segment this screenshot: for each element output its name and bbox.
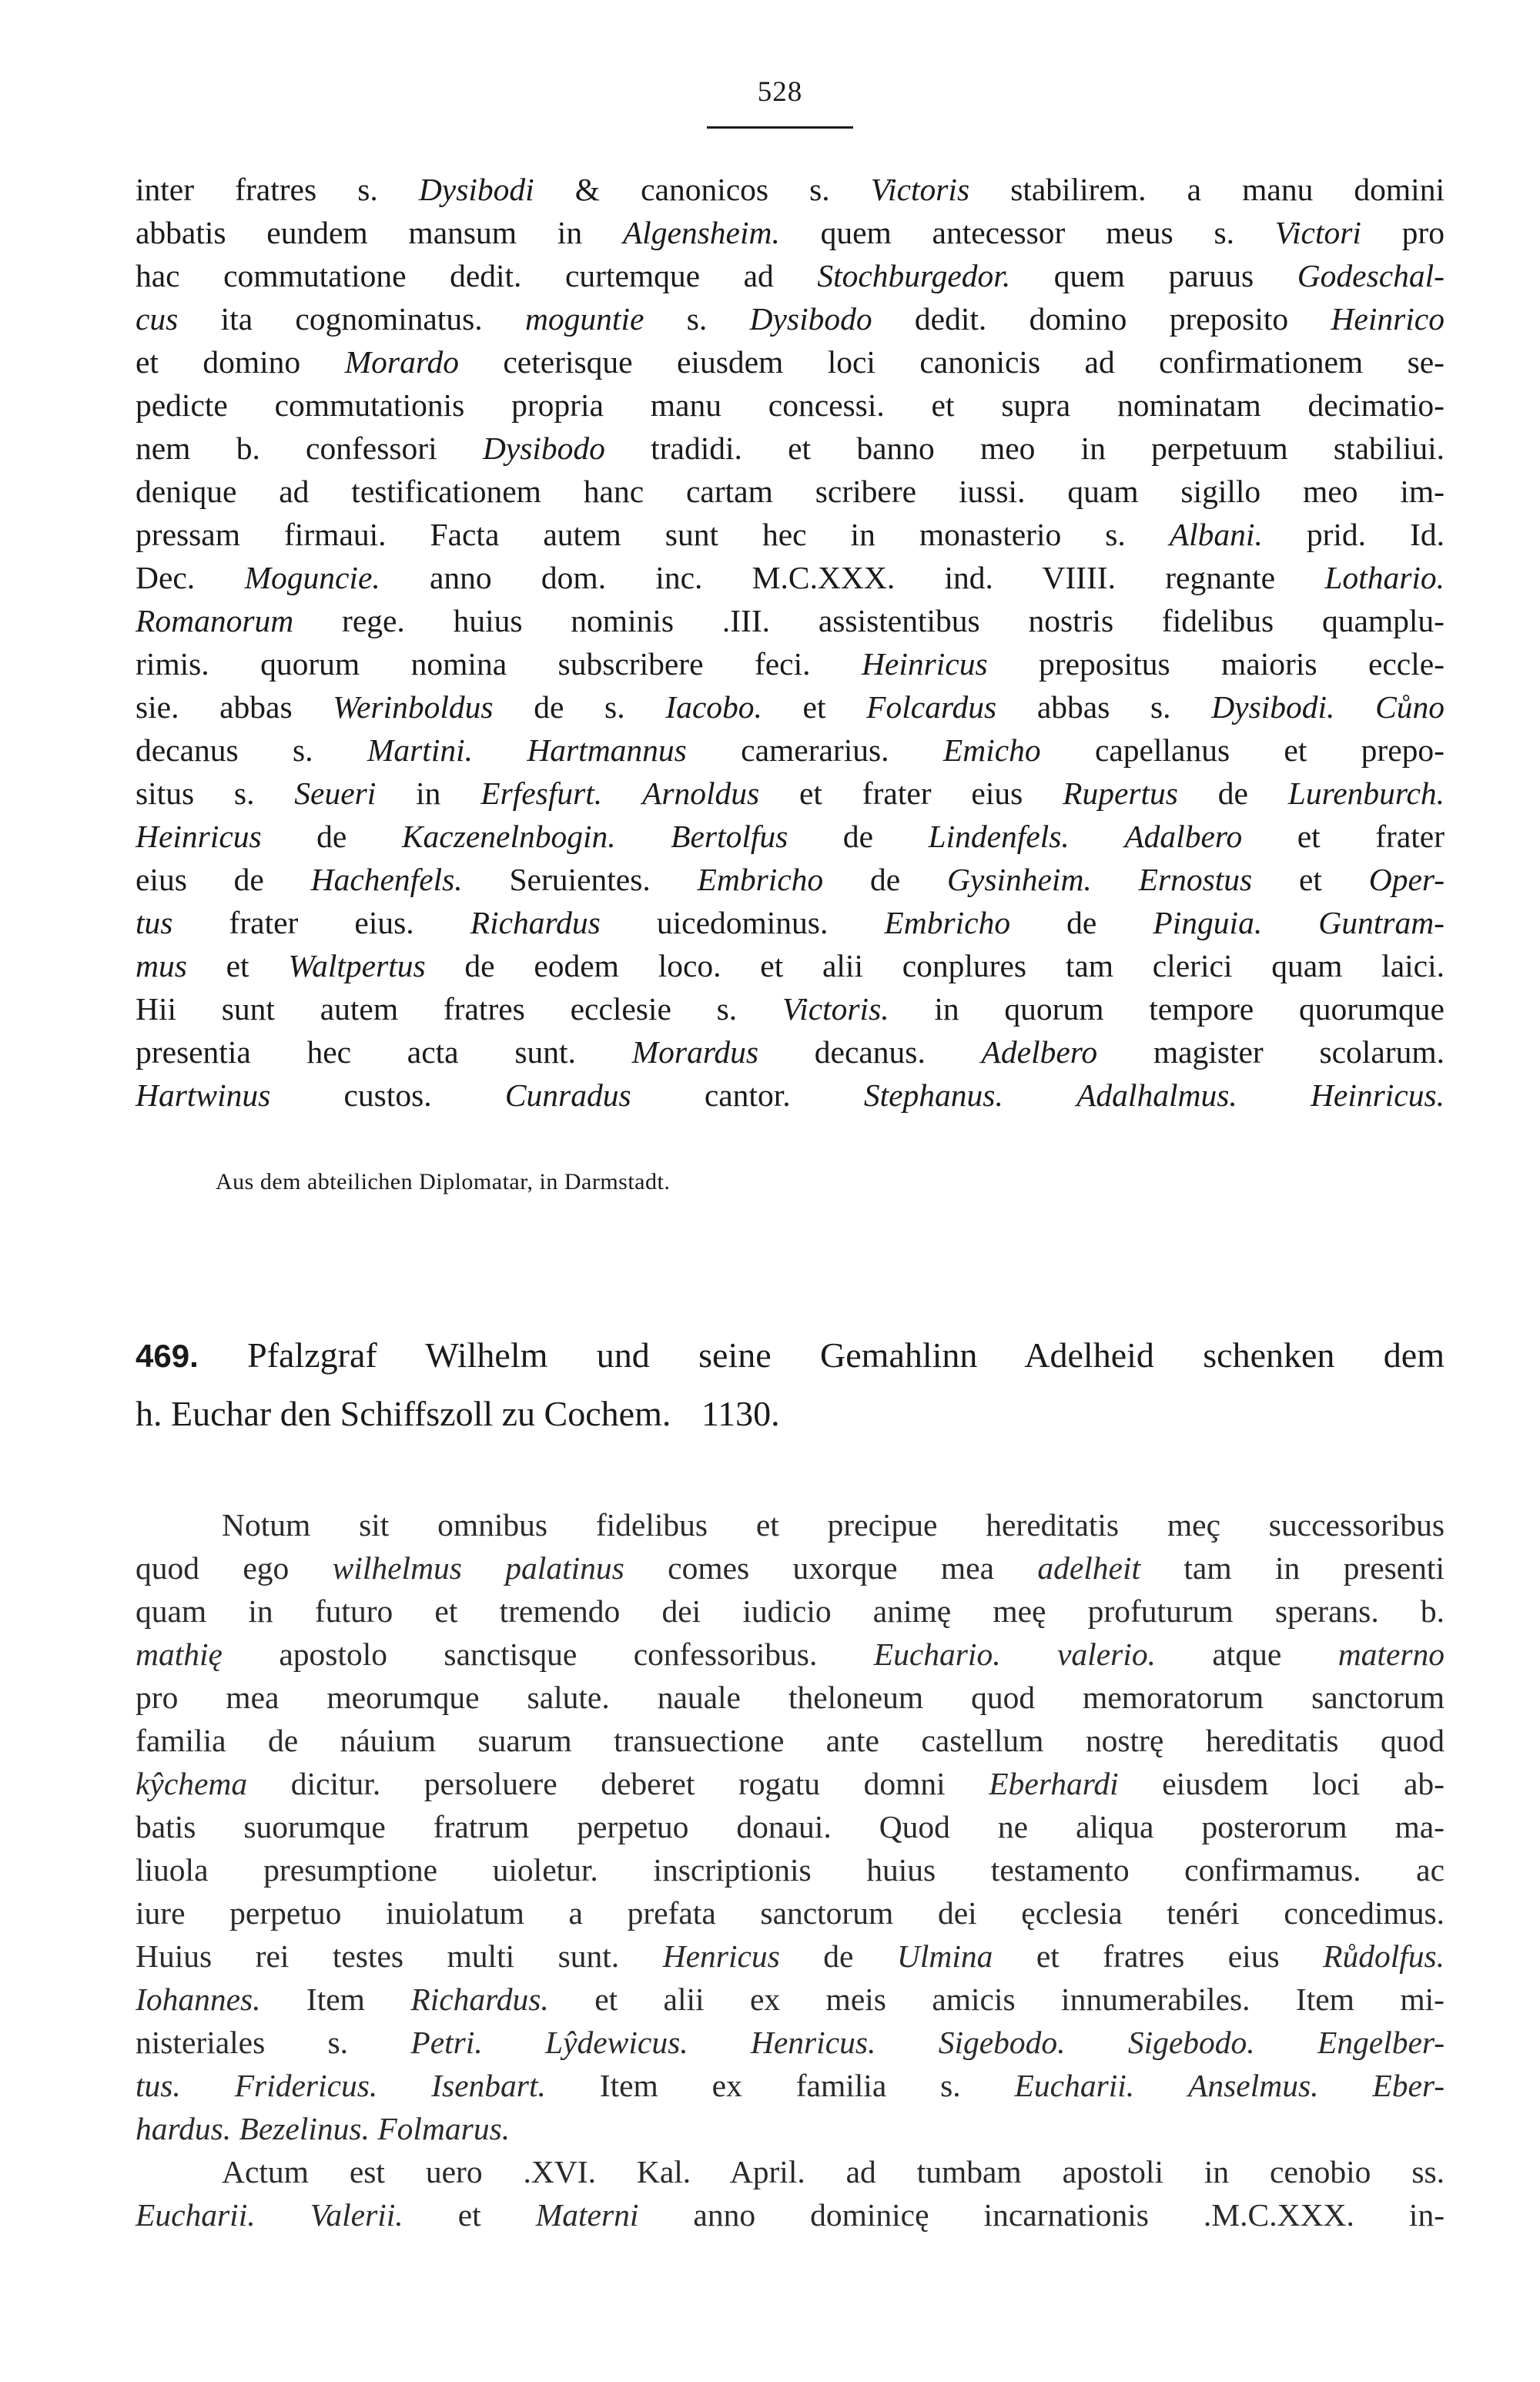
heading-line-2 [136, 1385, 1445, 1443]
italic-name: Adalbero [1124, 819, 1243, 854]
text-line [136, 944, 1445, 987]
text-line [136, 1935, 1445, 1978]
italic-name: adelheit [1037, 1550, 1141, 1586]
text-run: familia de náuium suarum transuectione ante castellum nostrę hereditatis quod [136, 1723, 1445, 1758]
italic-name: Morardo [344, 344, 459, 380]
text-run: denique ad testificationem hanc cartam scribere iussi. quam sigillo meo im- [136, 474, 1445, 509]
text-run: et [1252, 862, 1369, 897]
text-run: de [1010, 905, 1153, 940]
italic-name: tus [136, 905, 173, 940]
text-run: quod ego [136, 1550, 333, 1586]
text-run: sie. abbas [136, 689, 333, 725]
text-run: Seruientes. [462, 862, 698, 897]
text-run: abbatis eundem mansum in [136, 215, 623, 250]
italic-name: Dysibodo [749, 301, 872, 337]
text-run: et frater [1242, 819, 1445, 854]
text-run [1237, 1077, 1311, 1113]
italic-name: Martini. [367, 732, 473, 768]
italic-name: Eucharii. [136, 2197, 256, 2233]
text-run: capellanus et prepo- [1040, 732, 1445, 768]
text-run [1092, 862, 1139, 897]
text-run: dicitur. persoluere deberet rogatu domni [247, 1766, 989, 1801]
italic-name: Godeschal- [1297, 258, 1445, 293]
text-run [231, 2111, 239, 2146]
italic-name: Victoris. [782, 991, 889, 1027]
italic-name: Valerii. [310, 2197, 403, 2233]
text-run: s. [644, 301, 750, 337]
italic-name: Bertolfus [671, 819, 788, 854]
italic-name: Bezelinus. [239, 2111, 370, 2146]
text-run: Actum est uero .XVI. Kal. April. ad tumbam apostoli in cenobio ss. [222, 2154, 1445, 2189]
text-run: apostolo sanctisque confessoribus. [222, 1637, 874, 1672]
italic-name: moguntie [524, 301, 644, 337]
italic-name: Adalhalmus. [1076, 1077, 1237, 1113]
text-run: pro mea meorumque salute. nauale theloneum quod memoratorum sanctorum [136, 1680, 1445, 1715]
italic-name: Hachenfels. [310, 862, 463, 897]
italic-name: Cůno [1375, 689, 1445, 725]
text-run [875, 2025, 938, 2060]
text-line [136, 1633, 1445, 1676]
text-line [136, 2107, 1445, 2150]
text-run [1001, 1637, 1057, 1672]
text-line [136, 815, 1445, 858]
text-run [1003, 1077, 1076, 1113]
italic-name: Rupertus [1063, 776, 1178, 811]
text-run: quem antecessor meus s. [779, 215, 1275, 250]
italic-name: Kaczenelnbogin. [401, 819, 616, 854]
text-line [136, 599, 1445, 642]
italic-name: Anselmus. [1188, 2068, 1319, 2103]
text-line [136, 1719, 1445, 1762]
text-run: et alii ex meis amicis innumerabiles. Item mi- [548, 1982, 1445, 2017]
text-line [136, 729, 1445, 772]
text-run: presentia hec acta sunt. [136, 1034, 632, 1070]
text-line [136, 1805, 1445, 1848]
italic-name: Engelber- [1317, 2025, 1445, 2060]
text-run: decanus s. [136, 732, 367, 768]
text-run: tradidi. et banno meo in perpetuum stabiliui. [604, 431, 1445, 466]
italic-name: Henricus. [750, 2025, 876, 2060]
text-run: atque [1155, 1637, 1338, 1672]
italic-name: Sigebodo. [1127, 2025, 1255, 2060]
italic-name: Růdolfus. [1323, 1938, 1445, 1974]
text-line [136, 556, 1445, 599]
text-line [136, 211, 1445, 254]
source-note: Aus dem abteilichen Diplomatar, in Darmstadt. [216, 1169, 671, 1194]
text-line [136, 2064, 1445, 2107]
text-run: uicedominus. [600, 905, 885, 940]
text-run: hac commutatione dedit. curtemque ad [136, 258, 818, 293]
text-run [1134, 2068, 1188, 2103]
italic-name: Heinricus. [1310, 1077, 1445, 1113]
text-run: in [376, 776, 481, 811]
text-run: et frater eius [759, 776, 1063, 811]
text-run: rege. huius nominis .III. assistentibus nostris fidelibus quamplu- [293, 603, 1445, 638]
text-line [136, 1891, 1445, 1935]
italic-name: Werinboldus [333, 689, 494, 725]
text-run: pro [1361, 215, 1445, 250]
text-line [136, 1503, 1445, 1546]
italic-name: Morardus [631, 1034, 759, 1070]
text-line [136, 1030, 1445, 1074]
text-run: & canonicos s. [534, 172, 871, 207]
text-run: iure perpetuo inuiolatum a prefata sanctorum dei ęcclesia tenéri concedimus. [136, 1895, 1445, 1931]
text-run: ita cognominatus. [178, 301, 525, 337]
italic-name: Folmarus. [377, 2111, 511, 2146]
italic-name: Stochburgedor. [817, 258, 1011, 293]
italic-name: Eberhardi [989, 1766, 1119, 1801]
italic-name: Adelbero [981, 1034, 1098, 1070]
italic-name: Moguncie. [244, 560, 380, 595]
text-run: Huius rei testes multi sunt. [136, 1938, 663, 1974]
italic-name: Dysibodi. [1211, 689, 1335, 725]
text-run [688, 2025, 751, 2060]
charter-number: 469. [136, 1338, 199, 1374]
italic-name: wilhelmus palatinus [332, 1550, 624, 1586]
text-line [136, 1762, 1445, 1805]
text-run [377, 2068, 431, 2103]
text-line [136, 168, 1445, 211]
text-run: anno dom. inc. M.C.XXX. ind. VIIII. regnante [380, 560, 1325, 595]
italic-name: Seueri [294, 776, 377, 811]
text-run: nisteriales s. [136, 2025, 411, 2060]
heading-title-line-1: Pfalzgraf Wilhelm und seine Gemahlinn Adelheid schenken dem [247, 1335, 1445, 1375]
text-line [136, 2193, 1445, 2236]
italic-name: Petri. [410, 2025, 483, 2060]
text-run: de eodem loco. et alii conplures tam clerici quam laici. [425, 948, 1445, 983]
italic-name: Euchario. [873, 1637, 1001, 1672]
italic-name: hardus. [136, 2111, 232, 2146]
italic-name: Richardus [470, 905, 601, 940]
text-run: anno dominicę incarnationis .M.C.XXX. in- [638, 2197, 1445, 2233]
text-run: inter fratres s. [136, 172, 419, 207]
text-run: comes uxorque mea [624, 1550, 1038, 1586]
text-run: dedit. domino preposito [872, 301, 1331, 337]
text-run: Hii sunt autem fratres ecclesie s. [136, 991, 782, 1027]
italic-name: Stephanus. [863, 1077, 1003, 1113]
italic-name: Heinricus [136, 819, 262, 854]
italic-name: valerio. [1057, 1637, 1156, 1672]
text-run [602, 776, 642, 811]
text-line [136, 1546, 1445, 1590]
italic-name: Folcardus [866, 689, 997, 725]
text-run: prid. Id. [1262, 517, 1445, 552]
italic-name: Lurenburch. [1287, 776, 1445, 811]
italic-name: mus [136, 948, 187, 983]
text-run [1319, 2068, 1373, 2103]
text-run: eiusdem loci ab- [1118, 1766, 1445, 1801]
italic-name: Dysibodo [482, 431, 605, 466]
text-run [1334, 689, 1375, 725]
italic-name: Emicho [942, 732, 1041, 768]
italic-name: mathię [136, 1637, 223, 1672]
text-run [1255, 2025, 1317, 2060]
text-run: stabilirem. a manu domini [969, 172, 1445, 207]
italic-name: Hartmannus [527, 732, 687, 768]
text-run: situs s. [136, 776, 295, 811]
italic-name: Sigebodo. [938, 2025, 1066, 2060]
italic-name: Eucharii. [1014, 2068, 1135, 2103]
text-run: quem paruus [1010, 258, 1297, 293]
text-run: eius de [136, 862, 311, 897]
page-number-rule [707, 126, 853, 129]
text-run [1070, 819, 1125, 854]
italic-name: Gysinheim. [946, 862, 1092, 897]
text-line [136, 642, 1445, 685]
text-run: decanus. [758, 1034, 982, 1070]
text-run: et domino [136, 344, 345, 380]
text-line [136, 340, 1445, 384]
charter-year: 1130. [701, 1394, 780, 1433]
italic-name: Victoris [870, 172, 970, 207]
text-run: magister scolarum. [1097, 1034, 1445, 1070]
italic-name: Materni [535, 2197, 639, 2233]
italic-name: Cunradus [504, 1077, 631, 1113]
italic-name: cus [136, 301, 179, 337]
text-line [136, 1978, 1445, 2021]
text-run: ceterisque eiusdem loci canonicis ad confirmationem se- [458, 344, 1445, 380]
page-number: 528 [757, 76, 803, 108]
italic-name: Heinrico [1331, 301, 1445, 337]
text-run: de [779, 1938, 897, 1974]
italic-name: Hartwinus [136, 1077, 271, 1113]
text-line [136, 297, 1445, 340]
text-run: rimis. quorum nomina subscribere feci. [136, 646, 862, 682]
text-run: liuola presumptione uioletur. inscriptionis huius testamento confirmamus. ac [136, 1852, 1445, 1888]
text-run: cantor. [631, 1077, 864, 1113]
text-run: prepositus maioris eccle- [987, 646, 1445, 682]
italic-name: Richardus. [410, 1982, 549, 2017]
italic-name: Embricho [697, 862, 824, 897]
italic-name: Lothario. [1324, 560, 1445, 595]
text-run: et [403, 2197, 536, 2233]
text-run: de [1177, 776, 1288, 811]
text-run [483, 2025, 545, 2060]
text-run: camerarius. [686, 732, 943, 768]
text-line [136, 1848, 1445, 1891]
italic-name: kŷchema [136, 1766, 248, 1801]
text-run: pedicte commutationis propria manu concessi. et supra nominatam decimatio- [136, 387, 1445, 423]
italic-name: Arnoldus [642, 776, 760, 811]
italic-name: Ernostus [1138, 862, 1253, 897]
text-line [136, 858, 1445, 901]
italic-name: tus. [136, 2068, 181, 2103]
italic-name: Albani. [1169, 517, 1263, 552]
text-line [136, 901, 1445, 944]
text-line [136, 254, 1445, 297]
italic-name: Iohannes. [136, 1982, 261, 2017]
text-run: de [823, 862, 947, 897]
text-run: Item ex familia s. [545, 2068, 1015, 2103]
text-run: frater eius. [172, 905, 470, 940]
italic-name: Guntram- [1318, 905, 1445, 940]
text-run: in quorum tempore quorumque [889, 991, 1445, 1027]
text-run [256, 2197, 310, 2233]
text-run [1262, 905, 1318, 940]
text-line [136, 2021, 1445, 2064]
italic-name: Algensheim. [622, 215, 780, 250]
text-line [136, 427, 1445, 470]
italic-name: Waltpertus [288, 948, 426, 983]
text-run: Dec. [136, 560, 245, 595]
text-run: abbas s. [996, 689, 1212, 725]
text-run: de s. [493, 689, 666, 725]
italic-name: Lindenfels. [928, 819, 1070, 854]
text-line [136, 685, 1445, 729]
italic-name: Romanorum [136, 603, 294, 638]
text-line [136, 1676, 1445, 1719]
text-line [136, 384, 1445, 427]
charter-468-text [136, 168, 1445, 1117]
text-line [136, 2150, 1445, 2193]
heading-title-line-2: h. Euchar den Schiffszoll zu Cochem. [136, 1394, 671, 1433]
italic-name: materno [1337, 1637, 1445, 1672]
italic-name: Iacobo. [665, 689, 762, 725]
text-line [136, 1590, 1445, 1633]
italic-name: Henricus [662, 1938, 780, 1974]
text-run: et [762, 689, 867, 725]
text-line [136, 1074, 1445, 1117]
charter-469-text [136, 1503, 1445, 2236]
italic-name: Lŷdewicus. [545, 2025, 688, 2060]
italic-name: Dysibodi [418, 172, 534, 207]
text-run [181, 2068, 235, 2103]
text-run: batis suorumque fratrum perpetuo donaui. Quod ne aliqua posterorum ma- [136, 1809, 1445, 1844]
italic-name: Oper- [1368, 862, 1445, 897]
text-line [136, 513, 1445, 556]
text-line [136, 470, 1445, 513]
italic-name: Embricho [884, 905, 1011, 940]
text-run: custos. [270, 1077, 505, 1113]
italic-name: Victori [1274, 215, 1361, 250]
italic-name: Fridericus. [234, 2068, 378, 2103]
text-run: pressam firmaui. Facta autem sunt hec in monasterio s. [136, 517, 1170, 552]
italic-name: Heinricus [861, 646, 988, 682]
text-run: de [788, 819, 929, 854]
text-line [136, 772, 1445, 815]
text-run: Item [260, 1982, 411, 2017]
text-line [136, 987, 1445, 1030]
charter-469-heading [136, 1326, 1445, 1443]
text-run: nem b. confessori [136, 431, 483, 466]
text-run [370, 2111, 377, 2146]
italic-name: Pinguia. [1153, 905, 1263, 940]
text-run: et fratres eius [993, 1938, 1324, 1974]
text-run: tam in presenti [1140, 1550, 1445, 1586]
text-run: Notum sit omnibus fidelibus et precipue hereditatis meç successoribus [222, 1507, 1445, 1543]
text-run: de [261, 819, 402, 854]
italic-name: Ulmina [896, 1938, 993, 1974]
italic-name: Isenbart. [431, 2068, 546, 2103]
heading-line-1 [136, 1326, 1445, 1385]
italic-name: Eber- [1372, 2068, 1445, 2103]
italic-name: Erfesfurt. [480, 776, 603, 811]
text-run: et [186, 948, 289, 983]
text-run: quam in futuro et tremendo dei iudicio animę meę profuturum sperans. b. [136, 1593, 1445, 1629]
text-run [473, 732, 527, 768]
text-run [1066, 2025, 1128, 2060]
text-run [616, 819, 671, 854]
